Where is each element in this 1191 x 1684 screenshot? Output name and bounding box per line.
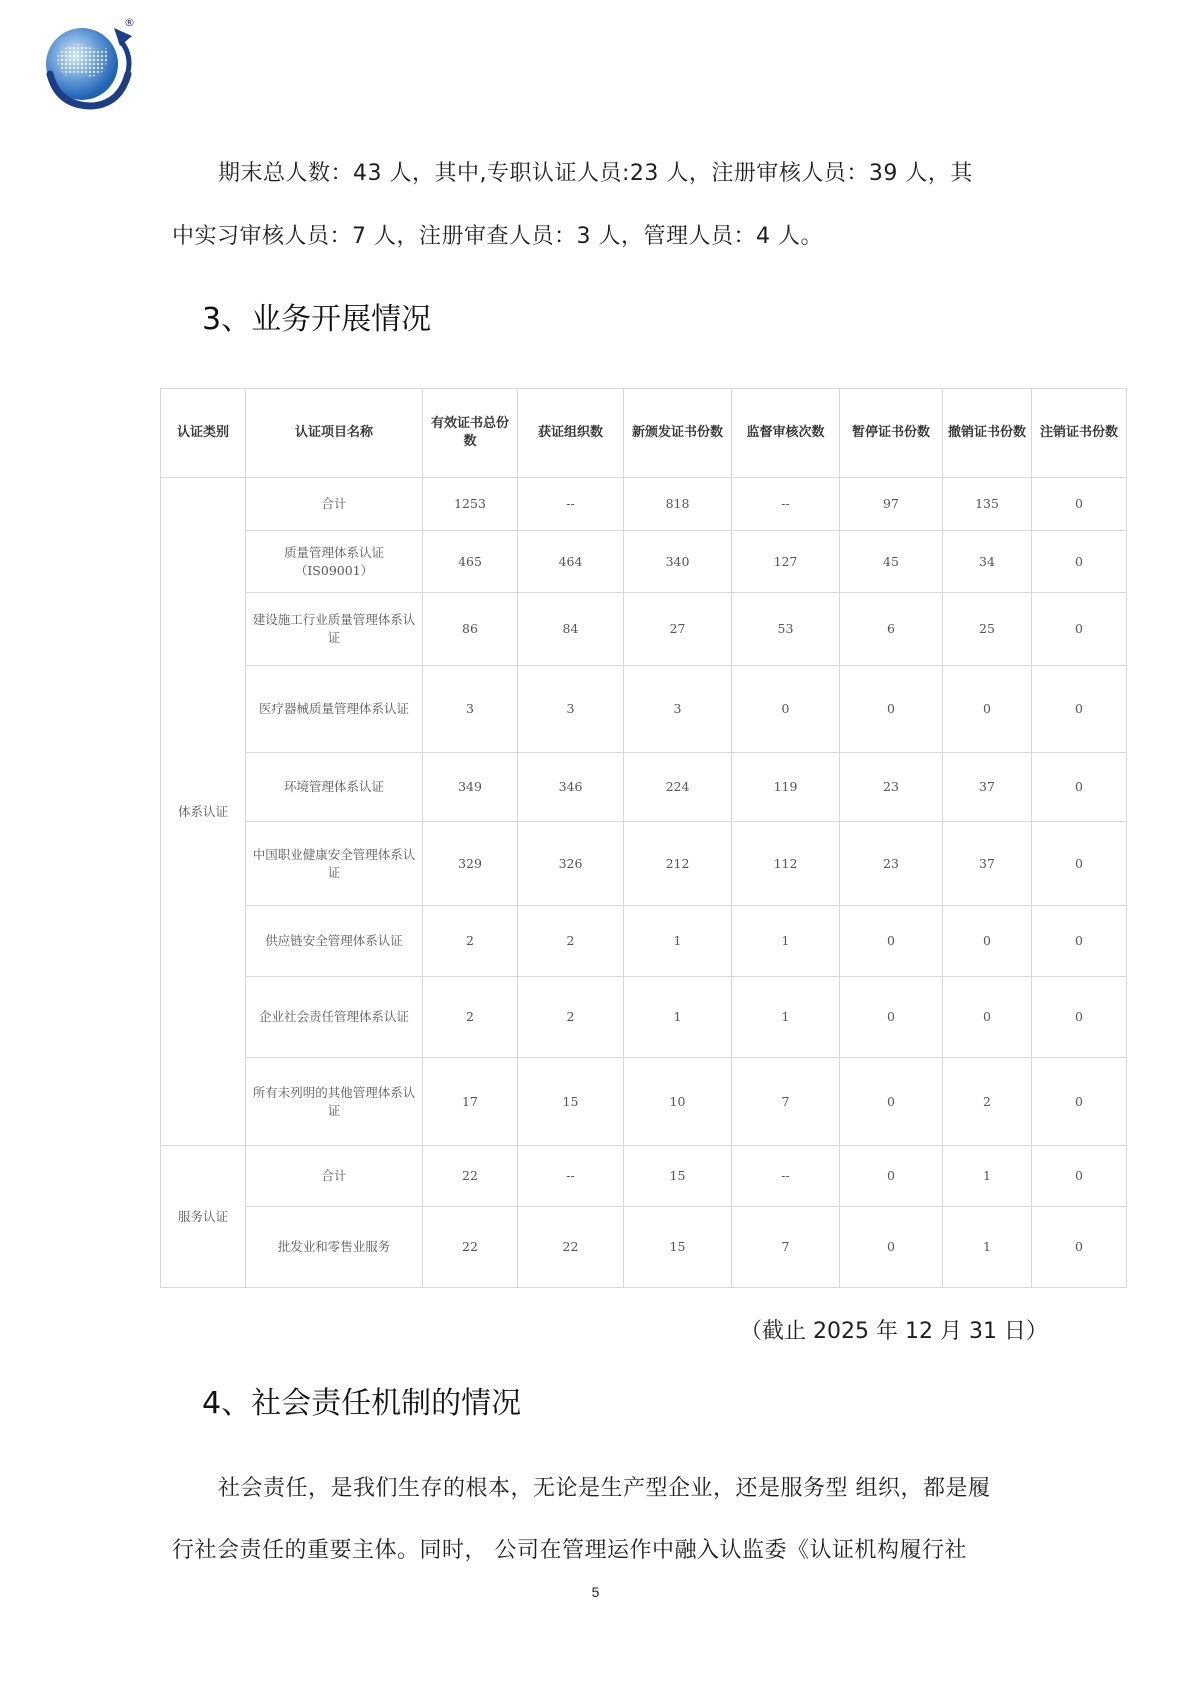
table-cell: 224 [624, 753, 732, 822]
table-cell: 1 [943, 1207, 1032, 1288]
table-cell: 0 [1032, 666, 1127, 753]
table-cell: 1 [732, 906, 840, 977]
table-cell: 2 [518, 906, 624, 977]
intro-line-1: 期末总人数：43 人，其中,专职认证人员:23 人，注册审核人员：39 人，其 [218, 161, 973, 186]
table-cell: 17 [423, 1058, 518, 1146]
table-row [161, 906, 1127, 977]
table-cell: 1 [624, 977, 732, 1058]
table-cell: -- [518, 478, 624, 531]
table-cell: 53 [732, 593, 840, 666]
table-cell: 1253 [423, 478, 518, 531]
table-cell: 329 [423, 822, 518, 906]
table-cell: 环境管理体系认证 [246, 753, 423, 822]
table-cell: 2 [423, 977, 518, 1058]
table-cell: 112 [732, 822, 840, 906]
table-cell: 医疗器械质量管理体系认证 [246, 666, 423, 753]
table-cell: 2 [518, 977, 624, 1058]
table-cell: 37 [943, 753, 1032, 822]
table-cell: 0 [840, 1146, 943, 1207]
table-cell: 2 [423, 906, 518, 977]
table-cell: 15 [624, 1146, 732, 1207]
table-cell: 34 [943, 531, 1032, 593]
table-cell: 0 [1032, 977, 1127, 1058]
table-cell: 0 [1032, 1058, 1127, 1146]
table-cell: 0 [1032, 822, 1127, 906]
table-cell: 1 [732, 977, 840, 1058]
table-cell: 3 [518, 666, 624, 753]
body-line-2: 行社会责任的重要主体。同时， 公司在管理运作中融入认监委《认证机构履行社 [172, 1538, 967, 1563]
table-cell: 346 [518, 753, 624, 822]
table-cell: 465 [423, 531, 518, 593]
table-cell: 0 [840, 666, 943, 753]
table-cell: 22 [423, 1207, 518, 1288]
table-row [161, 666, 1127, 753]
table-cell: 22 [518, 1207, 624, 1288]
table-cell: 0 [840, 977, 943, 1058]
table-cell: 97 [840, 478, 943, 531]
table-cell: 0 [943, 906, 1032, 977]
table-cell: 0 [1032, 753, 1127, 822]
table-cell: 37 [943, 822, 1032, 906]
table-cell: -- [518, 1146, 624, 1207]
table-row [161, 977, 1127, 1058]
table-cell: 质量管理体系认证（IS09001） [246, 531, 423, 593]
header-cell: 撤销证书份数 [943, 389, 1032, 478]
table-row [161, 478, 1127, 531]
table-cell: 15 [624, 1207, 732, 1288]
company-logo [36, 14, 136, 114]
table-cell: 7 [732, 1058, 840, 1146]
table-cell: 212 [624, 822, 732, 906]
table-cell: 0 [840, 1207, 943, 1288]
body-line-1: 社会责任，是我们生存的根本，无论是生产型企业，还是服务型 组织，都是履 [218, 1476, 991, 1501]
header-cell: 有效证书总份数 [423, 389, 518, 478]
table-cell: 3 [624, 666, 732, 753]
header-cell: 认证类别 [161, 389, 246, 478]
table-cell: 84 [518, 593, 624, 666]
table-cell: 326 [518, 822, 624, 906]
table-cell: 6 [840, 593, 943, 666]
table-cell: 7 [732, 1207, 840, 1288]
table-cell: 0 [1032, 1146, 1127, 1207]
table-row [161, 531, 1127, 593]
table-cell: 22 [423, 1146, 518, 1207]
table-header-row [161, 389, 1127, 478]
table-cell: 23 [840, 822, 943, 906]
table-cell: 合计 [246, 478, 423, 531]
certification-statistics-table [160, 388, 1126, 1288]
date-note: （截止 2025 年 12 月 31 日） [740, 1319, 1048, 1344]
intro-line-2: 中实习审核人员：7 人，注册审查人员：3 人，管理人员：4 人。 [172, 224, 823, 249]
table-cell: 中国职业健康安全管理体系认证 [246, 822, 423, 906]
table-row [161, 1207, 1127, 1288]
header-cell: 注销证书份数 [1032, 389, 1127, 478]
table-cell: 818 [624, 478, 732, 531]
table-cell: 0 [943, 666, 1032, 753]
table-cell: 349 [423, 753, 518, 822]
table-cell: 0 [1032, 593, 1127, 666]
table-cell: 建设施工行业质量管理体系认证 [246, 593, 423, 666]
table-cell: 合计 [246, 1146, 423, 1207]
table-cell: 供应链安全管理体系认证 [246, 906, 423, 977]
header-cell: 认证项目名称 [246, 389, 423, 478]
header-cell: 监督审核次数 [732, 389, 840, 478]
table-cell: 2 [943, 1058, 1032, 1146]
table-cell: 0 [732, 666, 840, 753]
globe-logo-icon [36, 14, 136, 114]
section-3-heading: 3、业务开展情况 [202, 302, 432, 337]
table-cell: 0 [1032, 478, 1127, 531]
page-number: 5 [591, 1584, 600, 1600]
table-row [161, 593, 1127, 666]
statistics-table [160, 388, 1127, 1288]
table-cell: 15 [518, 1058, 624, 1146]
table-row [161, 753, 1127, 822]
table-cell: 86 [423, 593, 518, 666]
table-cell: 0 [1032, 531, 1127, 593]
table-row [161, 1058, 1127, 1146]
table-row [161, 1146, 1127, 1207]
table-cell: 10 [624, 1058, 732, 1146]
category-cell: 服务认证 [161, 1146, 246, 1288]
table-cell: 119 [732, 753, 840, 822]
table-cell: 0 [840, 1058, 943, 1146]
table-cell: -- [732, 478, 840, 531]
table-cell: 1 [624, 906, 732, 977]
header-cell: 暂停证书份数 [840, 389, 943, 478]
table-cell: 27 [624, 593, 732, 666]
table-cell: 0 [1032, 1207, 1127, 1288]
table-cell: 340 [624, 531, 732, 593]
table-cell: 464 [518, 531, 624, 593]
table-cell: 1 [943, 1146, 1032, 1207]
table-cell: 企业社会责任管理体系认证 [246, 977, 423, 1058]
table-cell: 0 [840, 906, 943, 977]
section-4-heading: 4、社会责任机制的情况 [202, 1386, 522, 1421]
category-cell: 体系认证 [161, 478, 246, 1146]
table-cell: 23 [840, 753, 943, 822]
header-cell: 获证组织数 [518, 389, 624, 478]
table-cell: 0 [943, 977, 1032, 1058]
table-cell: 45 [840, 531, 943, 593]
table-cell: 所有未列明的其他管理体系认证 [246, 1058, 423, 1146]
table-cell: 127 [732, 531, 840, 593]
registered-mark: ® [124, 16, 135, 29]
table-row [161, 822, 1127, 906]
table-cell: 批发业和零售业服务 [246, 1207, 423, 1288]
header-cell: 新颁发证书份数 [624, 389, 732, 478]
table-cell: 25 [943, 593, 1032, 666]
table-cell: 135 [943, 478, 1032, 531]
table-cell: -- [732, 1146, 840, 1207]
table-cell: 0 [1032, 906, 1127, 977]
table-cell: 3 [423, 666, 518, 753]
